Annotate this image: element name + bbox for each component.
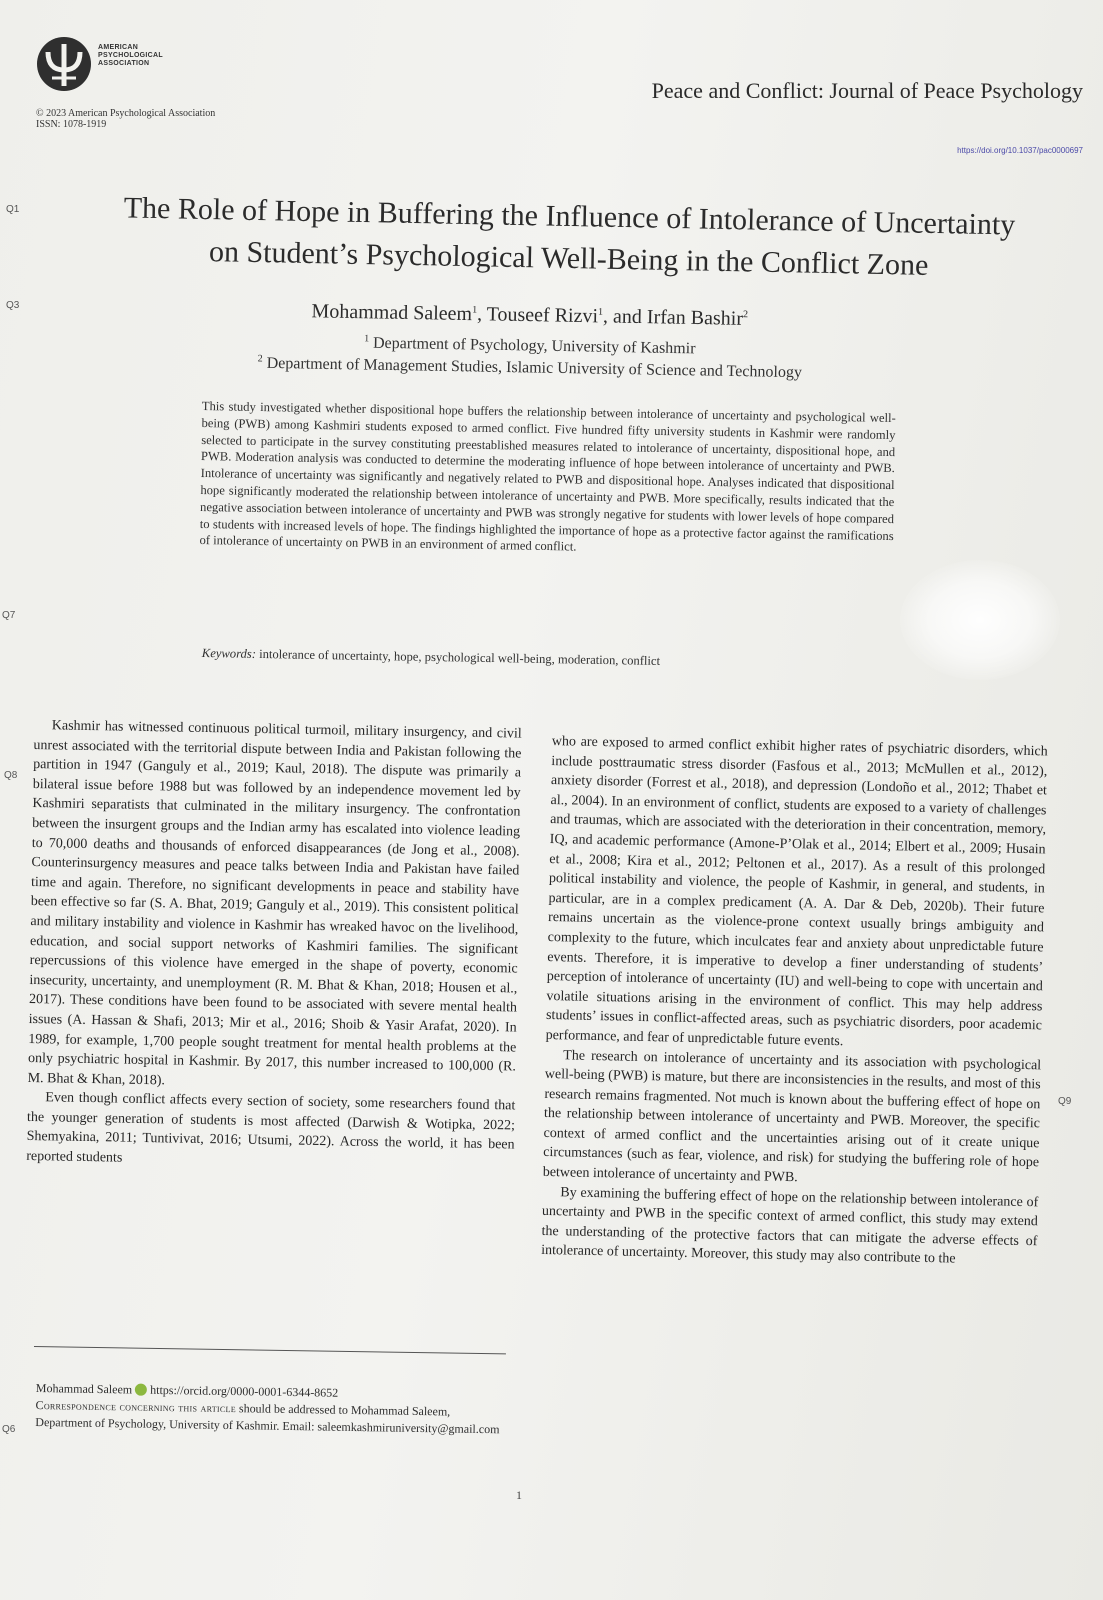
correspondence-note	[35, 1397, 505, 1438]
keywords	[202, 646, 896, 673]
affil-marker: 2	[257, 353, 263, 365]
copyright-block	[36, 108, 215, 130]
query-mark: Q1	[6, 204, 20, 215]
author-affil-marker: 1	[598, 306, 604, 318]
title-line-1: The Role of Hope in Buffering the Influence of Intolerance of Uncertainty	[123, 191, 1016, 242]
abstract: This study investigated whether dispositional hope buffers the relationship between intolerance of uncertainty and psychological well-being (PWB) among Kashmiri students exposed to armed conflict. Five hundred fifty university students in Kashmir were randomly selected to participate in the survey constituting preestablished measures related to intolerance of uncertainty, dispositional hope, and PWB. Moderation analysis was conducted to determine the moderating influence of hope between intolerance of uncertainty and PWB. Intolerance of uncertainty was significantly and negatively related to PWB and dispositional hope. Analyses indicated that dispositional hope significantly moderated the relationship between intolerance of uncertainty and PWB. More specifically, results indicated that the negative association between intolerance of uncertainty and PWB was strongly negative for students with lower levels of hope compared to students with increased levels of hope. The findings highlighted the importance of hope as a protective factor against the ramifications of intolerance of uncertainty on PWB in an environment of armed conflict.	[199, 398, 896, 554]
body-column-right	[541, 732, 1048, 1271]
correspondence-text: should be addressed to Mohammad Saleem, Department of Psychology, University of Kashmir. Email: saleemkashmiruniversity@gmail.com	[35, 1401, 500, 1437]
query-mark: Q7	[2, 610, 16, 621]
keywords-label: Keywords:	[201, 646, 257, 661]
body-paragraph: By examining the buffering effect of hope on the relationship between intolerance of uncertainty and PWB in the specific context of armed conflict, this study may extend the understanding of the protective factors that can mitigate the adverse effects of intolerance of uncertainty. Moreover, this study may also contribute to the	[540, 1184, 1039, 1268]
keywords-text: intolerance of uncertainty, hope, psychological well-being, moderation, conflict	[259, 646, 661, 668]
affil-marker: 1	[364, 333, 370, 345]
query-mark: Q6	[2, 1424, 16, 1435]
footnote	[35, 1380, 506, 1438]
issn-line: ISSN: 1078-1919	[36, 119, 107, 130]
author-list: Mohammad Saleem$^1$, Touseef Rizvi$^1$, and Irfan Bashir$^2$	[311, 300, 749, 330]
photo-glare	[900, 560, 1060, 680]
query-mark: Q8	[4, 770, 18, 781]
publisher-wordmark	[98, 44, 163, 68]
title-line-2: on Student’s Psychological Well-Being in the Conflict Zone	[208, 235, 929, 282]
correspondence-label: Correspondence concerning this article	[35, 1397, 237, 1416]
journal-title: Peace and Conflict: Journal of Peace Psychology	[651, 78, 1083, 103]
author-name: and Irfan Bashir	[612, 305, 744, 330]
affiliation-text: Department of Psychology, University of Kashmir	[372, 334, 696, 358]
wordmark-line: ASSOCIATION	[98, 60, 150, 67]
author-name: Mohammad Saleem	[311, 300, 473, 326]
body-paragraph: who are exposed to armed conflict exhibit higher rates of psychiatric disorders, which include posttraumatic stress disorder (Fasfous et al., 2013; McMullen et al., 2012), anxiety disorder (Forrest et al., 2018), and depression (Londoño et al., 2012; Thabet et al., 2004). In an environment of conflict, students are exposed to a variety of challenges and traumas, which are associated with the deterioration in their concentration, memory, IQ, and academic performance (Amone-P’Olak et al., 2014; Elbert et al., 2009; Husain et al., 2008; Kira et al., 2012; Peltonen et al., 2017). As a result of this prolonged political instability and violence, the people of Kashmir, in general, and students, in particular, are in a complex predicament (A. A. Dar & Deb, 2020b). Their future remains uncertain as the violence-prone context usually brings ambiguity and complexity to the future, which inculcates fear and anxiety about unpredictable future events. Therefore, it is imperative to develop a finer understanding of students’ perception of intolerance of uncertainty (IU) and well-being to cope with uncertain and volatile situations arising in the environment of conflict. This may help address students’ issues in conflict-affected areas, such as psychiatric disorders, poor academic performance, and fear of unpredictable future events.	[545, 733, 1048, 1050]
apa-logo-icon	[36, 36, 92, 92]
article-title	[48, 186, 1089, 290]
body-paragraph: Even though conflict affects every section of society, some researchers found that the younger generation of students is most affected (Darwish & Wotipka, 2022; Shemyakina, 2011; Tuntivivat, 2016; Utsumi, 2022). Across the world, it has been reported students	[26, 1090, 516, 1166]
wordmark-line: PSYCHOLOGICAL	[98, 52, 163, 59]
affiliation-text: Department of Management Studies, Islamic University of Science and Technology	[266, 354, 803, 382]
author-name: Touseef Rizvi	[486, 303, 599, 328]
author-affil-marker: 2	[742, 309, 749, 321]
copyright-line: © 2023 American Psychological Association	[36, 108, 216, 119]
orcid-author: Mohammad Saleem	[35, 1380, 133, 1397]
doi-link[interactable]: https://doi.org/10.1037/pac0000697	[957, 146, 1083, 155]
query-mark: Q3	[6, 300, 20, 311]
body-column-left	[26, 716, 522, 1175]
wordmark-line: AMERICAN	[98, 44, 139, 51]
orcid-icon	[135, 1384, 147, 1396]
author-affil-marker: 1	[472, 304, 478, 316]
body-paragraph: Kashmir has witnessed continuous political turmoil, military insurgency, and civil unrest associated with the territorial dispute between India and Pakistan following the partition in 1947 (Ganguly et al., 2019; Kaul, 2018). The dispute was primarily a bilateral issue before 1988 but was followed by an independence movement led by Kashmiri separatists that culminated in the military insurgency. The confrontation between the insurgent groups and the Indian army has escalated into violence leading to 70,000 deaths and thousands of enforced disappearances (de Jong et al., 2008). Counterinsurgency measures and peace talks between India and Pakistan have failed time and again. Therefore, no significant developments in peace and stability have been effective so far (S. A. Bhat, 2019; Ganguly et al., 2019). This consistent political and military instability and violence in Kashmir has wreaked havoc on the livelihood, education, and social support networks of Kashmiri families. The significant repercussions of this violence have emerged in the shape of poverty, economic insecurity, uncertainty, and unemployment (R. M. Bhat & Khan, 2018; Housen et al., 2017). These conditions have been found to be associated with severe mental health issues (A. Hassan & Shafi, 2013; Mir et al., 2016; Shoib & Yasir Arafat, 2020). In 1989, for example, 1,700 people sought treatment for mental health problems at the only psychiatric hospital in Kashmir. By 2017, this number increased to 100,000 (R. M. Bhat & Khan, 2018).	[27, 718, 522, 1089]
orcid-link[interactable]: https://orcid.org/0000-0001-6344-8652	[150, 1382, 339, 1400]
query-mark: Q9	[1058, 1096, 1072, 1107]
page-number: 1	[516, 1488, 522, 1502]
body-paragraph: The research on intolerance of uncertainty and its association with psychological well-being (PWB) is mature, but there are inconsistencies in the results, and most of this research remains fragmented. Not much is known about the buffering effect of hope on the relationship between intolerance of uncertainty and PWB. Moreover, the specific context of armed conflict and the uncertainties arising out of it create unique circumstances (such as fear, violence, and risk) for studying the buffering role of hope between intolerance of uncertainty and PWB.	[542, 1047, 1042, 1186]
footnote-divider	[34, 1346, 506, 1354]
